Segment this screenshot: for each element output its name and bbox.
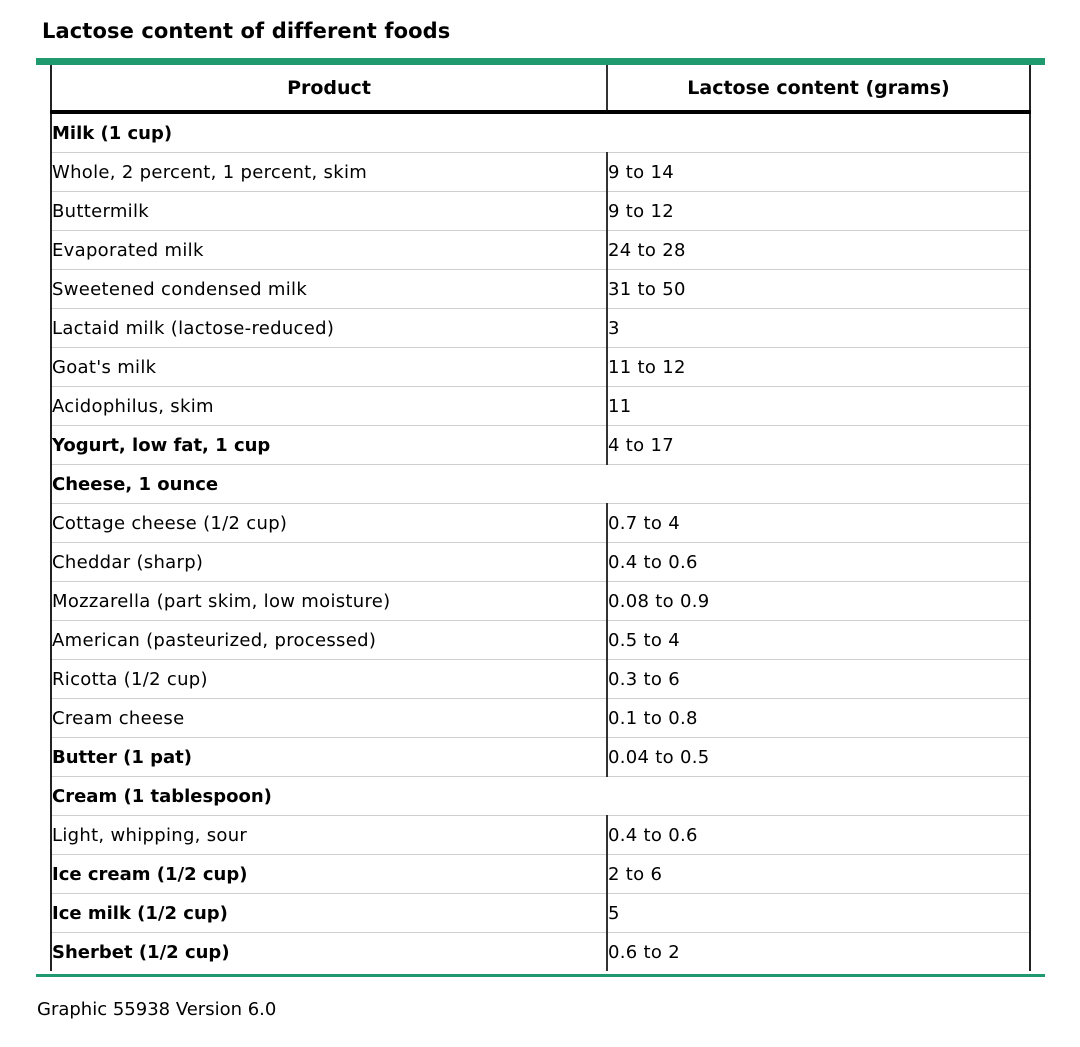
lactose-value-cell: 0.08 to 0.9 [607,582,1030,621]
item-row [51,621,1030,660]
product-cell: Lactaid milk (lactose-reduced) [51,309,607,348]
lactose-value-cell: 0.5 to 4 [607,621,1030,660]
product-cell: Whole, 2 percent, 1 percent, skim [51,153,607,192]
lactose-value-cell: 11 [607,387,1030,426]
header-product: Product [51,65,607,112]
item-row [51,231,1030,270]
table-body [51,112,1030,971]
item-row [51,699,1030,738]
header-lactose-content: Lactose content (grams) [607,65,1030,112]
product-cell: Cream cheese [51,699,607,738]
category-row [51,933,1030,972]
bottom-green-rule [36,974,1045,977]
lactose-value-cell: 31 to 50 [607,270,1030,309]
item-row [51,348,1030,387]
item-row [51,270,1030,309]
product-cell: Cottage cheese (1/2 cup) [51,504,607,543]
product-cell: Evaporated milk [51,231,607,270]
product-cell: Sweetened condensed milk [51,270,607,309]
graphic-version-footer: Graphic 55938 Version 6.0 [37,999,277,1020]
category-row [51,855,1030,894]
item-row [51,816,1030,855]
product-cell: Yogurt, low fat, 1 cup [51,426,607,465]
category-row [51,465,1030,504]
page-title: Lactose content of different foods [42,19,451,43]
lactose-value-cell: 0.3 to 6 [607,660,1030,699]
lactose-value-cell: 2 to 6 [607,855,1030,894]
table-header-row [51,65,1030,112]
product-cell: Ice cream (1/2 cup) [51,855,607,894]
lactose-table [50,65,1031,971]
lactose-value-cell: 0.6 to 2 [607,933,1030,972]
lactose-value-cell: 0.04 to 0.5 [607,738,1030,777]
product-cell: Ice milk (1/2 cup) [51,894,607,933]
item-row [51,309,1030,348]
lactose-value-cell: 9 to 14 [607,153,1030,192]
product-cell: Mozzarella (part skim, low moisture) [51,582,607,621]
product-cell: Butter (1 pat) [51,738,607,777]
product-cell: Light, whipping, sour [51,816,607,855]
item-row [51,504,1030,543]
lactose-value-cell: 0.4 to 0.6 [607,816,1030,855]
item-row [51,660,1030,699]
category-row [51,894,1030,933]
lactose-value-cell: 24 to 28 [607,231,1030,270]
item-row [51,153,1030,192]
product-cell: Ricotta (1/2 cup) [51,660,607,699]
lactose-value-cell: 0.7 to 4 [607,504,1030,543]
category-label: Cheese, 1 ounce [51,465,1030,504]
lactose-value-cell: 0.4 to 0.6 [607,543,1030,582]
item-row [51,387,1030,426]
lactose-value-cell: 9 to 12 [607,192,1030,231]
lactose-value-cell: 3 [607,309,1030,348]
lactose-value-cell: 0.1 to 0.8 [607,699,1030,738]
category-row [51,112,1030,153]
product-cell: Buttermilk [51,192,607,231]
item-row [51,543,1030,582]
product-cell: Sherbet (1/2 cup) [52,941,230,963]
category-label: Cream (1 tablespoon) [51,777,1030,816]
product-cell: American (pasteurized, processed) [51,621,607,660]
category-row [51,426,1030,465]
lactose-value-cell: 5 [607,894,1030,933]
lactose-value-cell: 4 to 17 [607,426,1030,465]
product-cell: Acidophilus, skim [51,387,607,426]
item-row [51,192,1030,231]
top-green-rule [36,58,1045,65]
category-row [51,738,1030,777]
product-cell: Cheddar (sharp) [51,543,607,582]
category-label: Milk (1 cup) [51,112,1030,153]
lactose-value-cell: 11 to 12 [607,348,1030,387]
category-row [51,777,1030,816]
item-row [51,582,1030,621]
product-cell: Goat's milk [51,348,607,387]
